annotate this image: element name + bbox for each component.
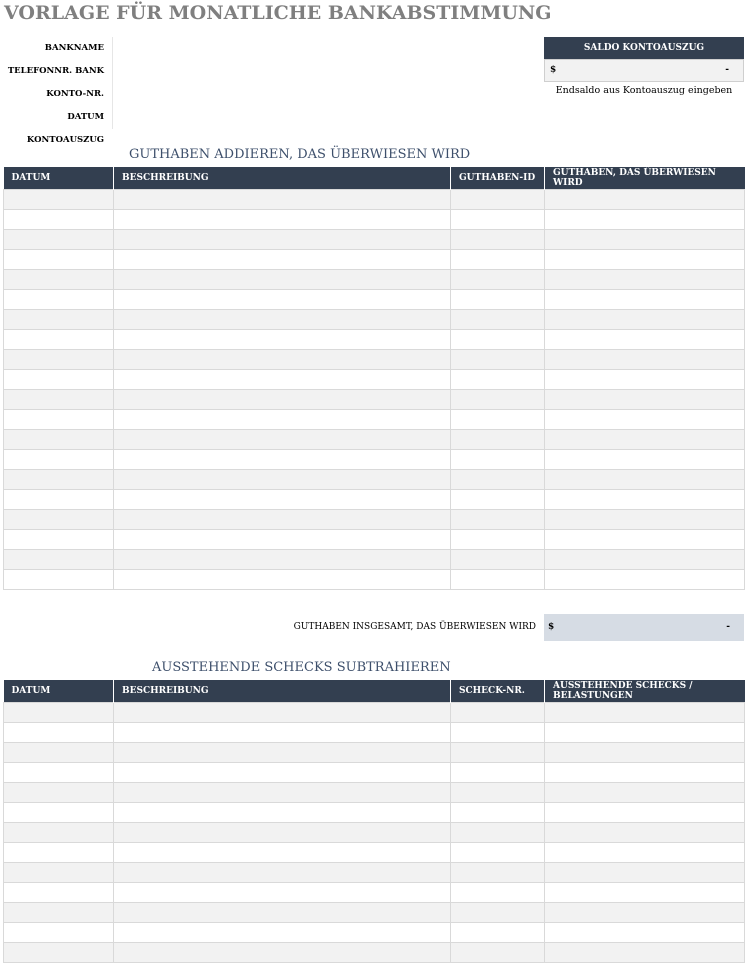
table-row [4,469,745,489]
credits-total-label: GUTHABEN INSGESAMT, DAS ÜBERWIESEN WIRD [293,622,536,632]
credits-cell-amount[interactable] [545,189,745,209]
credits-cell-description[interactable] [114,269,451,289]
credits-total-value: - [726,622,730,632]
checks-table [3,680,745,963]
credits-col-description: BESCHREIBUNG [114,167,451,189]
checks-cell-description[interactable] [114,782,451,802]
checks-cell-amount[interactable] [545,862,745,882]
credits-cell-amount[interactable] [545,489,745,509]
credits-cell-id[interactable] [451,269,545,289]
checks-cell-id[interactable] [451,862,545,882]
credits-cell-id[interactable] [451,549,545,569]
checks-cell-description[interactable] [114,862,451,882]
credits-cell-date[interactable] [4,209,114,229]
credits-table [3,167,745,590]
table-row [4,942,745,962]
table-row [4,702,745,722]
table-row [4,529,745,549]
credits-cell-date[interactable] [4,349,114,369]
credits-cell-amount[interactable] [545,569,745,589]
credits-cell-id[interactable] [451,289,545,309]
table-row [4,329,745,349]
credits-cell-description[interactable] [114,409,451,429]
page-title: VORLAGE FÜR MONATLICHE BANKABSTIMMUNG [4,2,552,24]
checks-cell-amount[interactable] [545,702,745,722]
credits-cell-id[interactable] [451,429,545,449]
checks-cell-description[interactable] [114,802,451,822]
credits-cell-date[interactable] [4,389,114,409]
checks-cell-description[interactable] [114,922,451,942]
currency-symbol: $ [548,622,555,632]
statement-balance-header: SALDO KONTOAUSZUG [544,37,744,59]
credits-cell-date[interactable] [4,489,114,509]
credits-cell-id[interactable] [451,489,545,509]
credits-cell-description[interactable] [114,529,451,549]
credits-cell-amount[interactable] [545,269,745,289]
credits-cell-description[interactable] [114,189,451,209]
credits-col-id: GUTHABEN-ID [451,167,545,189]
table-row [4,429,745,449]
credits-cell-id[interactable] [451,209,545,229]
credits-cell-description[interactable] [114,229,451,249]
checks-cell-description[interactable] [114,902,451,922]
checks-cell-id[interactable] [451,922,545,942]
table-row [4,449,745,469]
credits-cell-amount[interactable] [545,529,745,549]
credits-cell-amount[interactable] [545,349,745,369]
checks-cell-id[interactable] [451,722,545,742]
table-row [4,922,745,942]
checks-cell-amount[interactable] [545,762,745,782]
checks-cell-id[interactable] [451,702,545,722]
checks-cell-date[interactable] [4,902,114,922]
checks-cell-amount[interactable] [545,922,745,942]
checks-cell-description[interactable] [114,822,451,842]
credits-cell-date[interactable] [4,429,114,449]
checks-col-number: SCHECK-NR. [451,680,545,702]
checks-cell-date[interactable] [4,762,114,782]
credits-cell-id[interactable] [451,369,545,389]
table-row [4,802,745,822]
credits-cell-description[interactable] [114,369,451,389]
checks-cell-date[interactable] [4,722,114,742]
credits-cell-id[interactable] [451,229,545,249]
table-row [4,882,745,902]
credits-cell-description[interactable] [114,289,451,309]
table-row [4,289,745,309]
checks-cell-amount[interactable] [545,802,745,822]
credits-cell-id[interactable] [451,329,545,349]
checks-cell-date[interactable] [4,822,114,842]
statement-balance-hint: Endsaldo aus Kontoauszug eingeben [555,85,733,96]
credits-cell-amount[interactable] [545,429,745,449]
bank-name-label: BANKNAME [0,37,113,60]
table-row [4,309,745,329]
checks-section-title: AUSSTEHENDE SCHECKS SUBTRAHIEREN [152,660,451,675]
table-row [4,509,745,529]
checks-cell-date[interactable] [4,922,114,942]
credits-cell-amount[interactable] [545,229,745,249]
table-row [4,249,745,269]
credits-cell-description[interactable] [114,389,451,409]
statement-date-label: DATUM KONTOAUSZUG [0,106,113,129]
credits-col-amount: GUTHABEN, DAS ÜBERWIESEN WIRD [545,167,745,189]
credits-cell-id[interactable] [451,189,545,209]
table-row [4,229,745,249]
checks-cell-id[interactable] [451,842,545,862]
statement-balance-value: - [725,65,729,75]
credits-cell-amount[interactable] [545,249,745,269]
credits-cell-description[interactable] [114,309,451,329]
table-row [4,762,745,782]
credits-cell-id[interactable] [451,529,545,549]
bank-info-labels [0,37,113,145]
credits-cell-description[interactable] [114,549,451,569]
credits-cell-date[interactable] [4,549,114,569]
bank-phone-label: TELEFONNR. BANK [0,60,113,83]
table-row [4,349,745,369]
credits-cell-description[interactable] [114,349,451,369]
checks-cell-date[interactable] [4,802,114,822]
credits-cell-amount[interactable] [545,209,745,229]
checks-cell-date[interactable] [4,782,114,802]
checks-col-date: DATUM [4,680,114,702]
credits-total-field [544,614,744,641]
checks-cell-description[interactable] [114,702,451,722]
credits-cell-amount[interactable] [545,409,745,429]
credits-cell-date[interactable] [4,409,114,429]
credits-cell-amount[interactable] [545,389,745,409]
table-row [4,369,745,389]
checks-cell-description[interactable] [114,882,451,902]
credits-cell-date[interactable] [4,329,114,349]
credits-cell-description[interactable] [114,329,451,349]
credits-cell-description[interactable] [114,509,451,529]
credits-cell-date[interactable] [4,189,114,209]
checks-cell-amount[interactable] [545,882,745,902]
checks-cell-id[interactable] [451,742,545,762]
credits-cell-amount[interactable] [545,309,745,329]
checks-cell-amount[interactable] [545,942,745,962]
checks-cell-amount[interactable] [545,822,745,842]
table-row [4,409,745,429]
checks-cell-id[interactable] [451,822,545,842]
checks-cell-amount[interactable] [545,842,745,862]
statement-balance-field[interactable] [544,59,744,82]
table-row [4,209,745,229]
table-row [4,489,745,509]
table-row [4,822,745,842]
checks-cell-id[interactable] [451,782,545,802]
checks-cell-id[interactable] [451,942,545,962]
table-row [4,782,745,802]
credits-cell-date[interactable] [4,289,114,309]
table-row [4,569,745,589]
credits-cell-amount[interactable] [545,549,745,569]
checks-cell-id[interactable] [451,882,545,902]
checks-cell-description[interactable] [114,942,451,962]
credits-cell-date[interactable] [4,449,114,469]
credits-cell-date[interactable] [4,469,114,489]
credits-col-date: DATUM [4,167,114,189]
checks-cell-date[interactable] [4,842,114,862]
credits-cell-id[interactable] [451,409,545,429]
checks-cell-description[interactable] [114,722,451,742]
credits-cell-date[interactable] [4,529,114,549]
checks-cell-description[interactable] [114,742,451,762]
checks-cell-date[interactable] [4,942,114,962]
checks-cell-amount[interactable] [545,722,745,742]
checks-cell-id[interactable] [451,802,545,822]
table-row [4,389,745,409]
table-row [4,549,745,569]
checks-cell-id[interactable] [451,902,545,922]
checks-cell-amount[interactable] [545,902,745,922]
credits-cell-amount[interactable] [545,449,745,469]
table-row [4,269,745,289]
credits-cell-id[interactable] [451,389,545,409]
credits-cell-date[interactable] [4,229,114,249]
credits-cell-amount[interactable] [545,289,745,309]
checks-cell-date[interactable] [4,862,114,882]
table-row [4,902,745,922]
credits-cell-id[interactable] [451,569,545,589]
credits-cell-description[interactable] [114,489,451,509]
credits-cell-id[interactable] [451,509,545,529]
credits-cell-id[interactable] [451,249,545,269]
checks-cell-date[interactable] [4,882,114,902]
credits-header-row [4,167,745,189]
credits-cell-id[interactable] [451,309,545,329]
table-row [4,722,745,742]
credits-cell-id[interactable] [451,349,545,369]
credits-cell-date[interactable] [4,509,114,529]
account-number-label: KONTO-NR. [0,83,113,106]
credits-cell-amount[interactable] [545,369,745,389]
checks-cell-description[interactable] [114,842,451,862]
table-row [4,742,745,762]
checks-cell-description[interactable] [114,762,451,782]
checks-header-row [4,680,745,702]
credits-cell-description[interactable] [114,249,451,269]
checks-cell-date[interactable] [4,702,114,722]
checks-col-description: BESCHREIBUNG [114,680,451,702]
credits-cell-date[interactable] [4,309,114,329]
credits-cell-date[interactable] [4,249,114,269]
checks-cell-amount[interactable] [545,742,745,762]
credits-cell-description[interactable] [114,429,451,449]
table-row [4,862,745,882]
credits-cell-date[interactable] [4,369,114,389]
credits-cell-description[interactable] [114,569,451,589]
credits-cell-amount[interactable] [545,329,745,349]
credits-cell-id[interactable] [451,469,545,489]
credits-cell-date[interactable] [4,269,114,289]
table-row [4,842,745,862]
credits-section-title: GUTHABEN ADDIEREN, DAS ÜBERWIESEN WIRD [129,147,471,162]
checks-cell-amount[interactable] [545,782,745,802]
credits-cell-description[interactable] [114,209,451,229]
credits-cell-date[interactable] [4,569,114,589]
checks-cell-id[interactable] [451,762,545,782]
checks-col-amount: AUSSTEHENDE SCHECKS / BELASTUNGEN [545,680,745,702]
credits-cell-id[interactable] [451,449,545,469]
credits-cell-amount[interactable] [545,469,745,489]
credits-cell-description[interactable] [114,469,451,489]
table-row [4,189,745,209]
credits-cell-description[interactable] [114,449,451,469]
currency-symbol: $ [550,65,557,75]
checks-cell-date[interactable] [4,742,114,762]
credits-cell-amount[interactable] [545,509,745,529]
